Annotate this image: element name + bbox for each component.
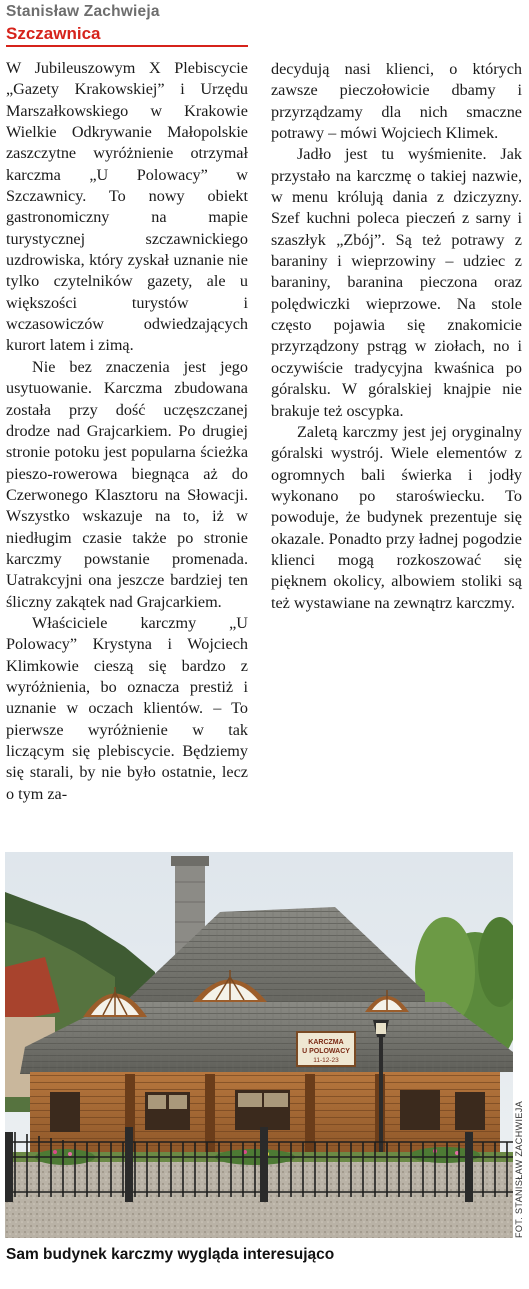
article-column-right	[271, 59, 522, 614]
photo-caption: Sam budynek karczmy wygląda interesująco	[6, 1246, 335, 1263]
paragraph: Właściciele karczmy „U Polowacy” Krystyna i Wojciech Klimkowie cieszą się bardzo z wyróżnienia, bo oznacza prestiż i uznanie w oczach klientów. – To pierwsze wyróżnienie w tak liczącym się plebiscycie. Będziemy się starali, by nie było ostatnie, lecz o tym za-	[6, 613, 248, 803]
photo-credit-text: FOT. STANISŁAW ZACHWIEJA	[514, 1100, 524, 1238]
paragraph: Nie bez znaczenia jest jego usytuowanie. Karczma zbudowana została przy dość uczęszczanej drodze nad Grajcarkiem. Po drugiej stronie potoku jest popularna ścieżka pieszo-rowerowa biegnąca aż do Czerwonego Klasztoru na Słowacji. Wszystko wskazuje na to, iż w niedługim czasie także po stronie karczmy powstanie promenada. Uatrakcyjni ona jeszcze bardziej ten śliczny zakątek nad Grajcarkiem.	[6, 357, 248, 611]
sign-text: U POLOWACY	[302, 1048, 350, 1055]
location-heading: Szczawnica	[6, 24, 101, 43]
sign-text: KARCZMA	[308, 1039, 344, 1046]
paragraph: decydują nasi klienci, o których zawsze pieczołowicie dbamy i przyrządzamy dla nich smaczne potrawy – mówi Wojciech Klimek.	[271, 60, 522, 143]
sign-text: 11-12-23	[313, 1057, 339, 1064]
author-byline: Stanisław Zachwieja	[6, 3, 160, 20]
header-divider	[6, 45, 248, 47]
article-column-left	[6, 58, 248, 805]
article-header	[6, 2, 246, 45]
inn-photo	[5, 852, 513, 1238]
paragraph: Zaletą karczmy jest jej oryginalny góralski wystrój. Wiele elementów z ogromnych bali świerka i jodły wykonano po staroświecku. To powoduje, że budynek prezentuje się okazale. Ponadto przy ładnej pogodzie klienci mogą rozkoszować się pięknem okolicy, albowiem stoliki są też wystawiane na zewnątrz karczmy.	[271, 422, 522, 612]
paragraph: Jadło jest tu wyśmienite. Jak przystało na karczmę o takiej nazwie, w menu królują dania z dziczyzny. Szef kuchni poleca pieczeń z sarny i szaszłyk „Zbój”. Są też potrawy z baraniny i wieprzowiny – udziec z baraniny, baranina pieczona oraz polędwiczki wieprzowe. Na stole często pojawia się znakomicie przyrządzony pstrąg w ziołach, no i oczywiście tradycyjna kwaśnica po góralsku. W góralskiej knajpie nie brakuje też oscypka.	[271, 145, 522, 420]
inn-photo-illustration	[5, 852, 513, 1238]
paragraph: W Jubileuszowym X Plebiscycie „Gazety Krakowskiej” i Urzędu Marszałkowskiego w Krakowie Wielkie Odkrywanie Małopolskie zaszczytne wyróżnienie otrzymał karczma „U Polowacy” w Szczawnicy. To nowy obiekt gastronomiczny na mapie turystycznej szczawnickiego uzdrowiska, który zyskał uznanie nie tylko czytelników gazety, ale u większości turystów i wczasowiczów odwiedzających kurort latem i zimą.	[6, 59, 248, 355]
photo-credit	[514, 1100, 529, 1238]
